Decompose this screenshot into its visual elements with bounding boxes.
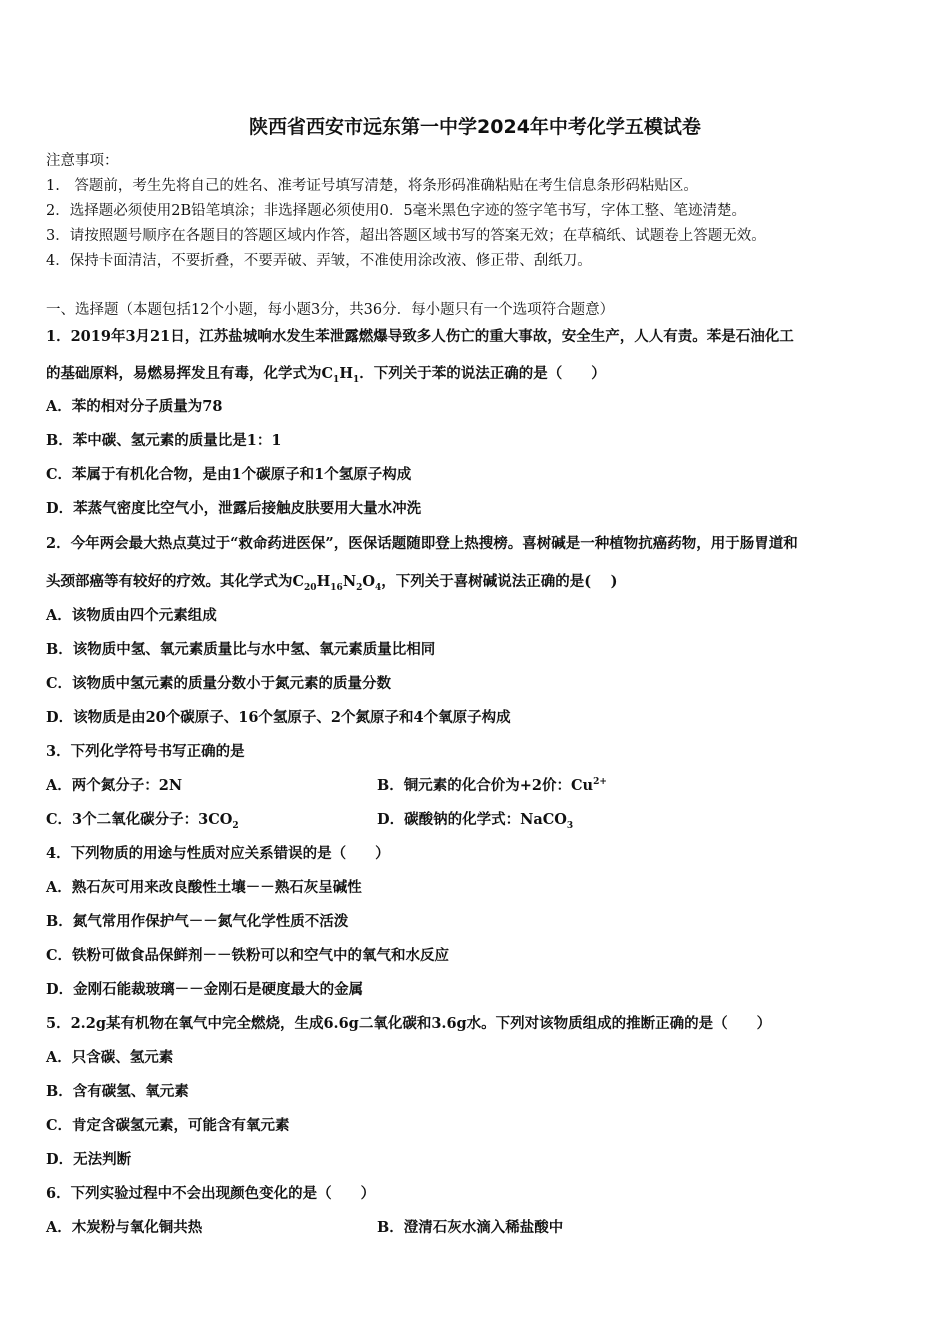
q1-option-b: B．苯中碳、氢元素的质量比是1：1 <box>46 432 282 449</box>
q6-stem: 6．下列实验过程中不会出现颜色变化的是（ ） <box>46 1185 376 1202</box>
q3-stem: 3．下列化学符号书写正确的是 <box>46 743 245 760</box>
q4-option-a: A．熟石灰可用来改良酸性土壤－－熟石灰呈碱性 <box>46 879 362 896</box>
q6-option-a: A．木炭粉与氧化铜共热 <box>46 1219 203 1236</box>
q1-option-a: A．苯的相对分子质量为78 <box>46 398 223 415</box>
q2-option-b: B．该物质中氢、氧元素质量比与水中氢、氧元素质量比相同 <box>46 641 436 658</box>
q1-option-c: C．苯属于有机化合物，是由1个碳原子和1个氢原子构成 <box>46 466 412 483</box>
notice-item-1: 1. 答题前，考生先将自己的姓名、准考证号填写清楚，将条形码准确粘贴在考生信息条形码粘贴区。 <box>46 178 698 194</box>
page-title: 陕西省西安市远东第一中学2024年中考化学五模试卷 <box>249 116 701 138</box>
q4-option-c: C．铁粉可做食品保鲜剂－－铁粉可以和空气中的氧气和水反应 <box>46 947 450 964</box>
notice-item-4: 4．保持卡面清洁，不要折叠，不要弄破、弄皱，不准使用涂改液、修正带、刮纸刀。 <box>46 253 592 269</box>
q4-option-b: B．氮气常用作保护气－－氮气化学性质不活泼 <box>46 913 349 930</box>
q5-option-a: A．只含碳、氢元素 <box>46 1049 174 1066</box>
q5-option-b: B．含有碳氢、氧元素 <box>46 1083 189 1100</box>
q2-option-d: D．该物质是由20个碳原子、16个氢原子、2个氮原子和4个氧原子构成 <box>46 709 511 726</box>
notice-heading: 注意事项： <box>46 153 119 169</box>
q2-option-c: C．该物质中氢元素的质量分数小于氮元素的质量分数 <box>46 675 392 692</box>
q3-option-c: C．3个二氧化碳分子：$3CO_2$ <box>46 811 239 831</box>
section-heading: 一、选择题（本题包括12个小题，每小题3分，共36分．每小题只有一个选项符合题意） <box>46 302 615 318</box>
q2-option-a: A．该物质由四个元素组成 <box>46 607 217 624</box>
q1-stem-line2: 的基础原料，易燃易挥发且有毒，化学式为$C_1H_1$．下列关于苯的说法正确的是（ ） <box>46 365 606 385</box>
q2-stem-line1: 2．今年两会最大热点莫过于“救命药进医保”，医保话题随即登上热搜榜。喜树碱是一种植物抗癌药物，用于肠胃道和 <box>46 535 798 552</box>
notice-item-2: 2．选择题必须使用2B铅笔填涂；非选择题必须使用0．5毫米黑色字迹的签字笔书写，字体工整、笔迹清楚。 <box>46 203 747 219</box>
q3-option-d: D．碳酸钠的化学式：NaCO$_3$ <box>377 811 574 831</box>
q1-option-d: D．苯蒸气密度比空气小，泄露后接触皮肤要用大量水冲洗 <box>46 500 422 517</box>
q5-stem: 5．2.2g某有机物在氧气中完全燃烧，生成6.6g二氧化碳和3.6g水。下列对该物质组成的推断正确的是（ ） <box>46 1015 772 1032</box>
q3-option-a: A．两个氮分子：2N <box>46 777 183 794</box>
notice-item-3: 3．请按照题号顺序在各题目的答题区域内作答，超出答题区域书写的答案无效；在草稿纸、试题卷上答题无效。 <box>46 228 766 244</box>
q2-stem-line2: 头颈部癌等有较好的疗效。其化学式为$C_{20}H_{16}N_2O_4$，下列关于喜树碱说法正确的是( ) <box>46 573 618 593</box>
q4-stem: 4．下列物质的用途与性质对应关系错误的是（ ） <box>46 845 390 862</box>
q4-option-d: D．金刚石能裁玻璃－－金刚石是硬度最大的金属 <box>46 981 364 998</box>
q5-option-c: C．肯定含碳氢元素，可能含有氧元素 <box>46 1117 290 1134</box>
q1-stem-line1: 1．2019年3月21日，江苏盐城响水发生苯泄露燃爆导致多人伤亡的重大事故，安全生产，人人有责。苯是石油化工 <box>46 328 794 345</box>
q6-option-b: B．澄清石灰水滴入稀盐酸中 <box>377 1219 564 1236</box>
q3-option-b: B．铜元素的化合价为+2价：$Cu^{2+}$ <box>377 777 607 794</box>
q5-option-d: D．无法判断 <box>46 1151 132 1168</box>
